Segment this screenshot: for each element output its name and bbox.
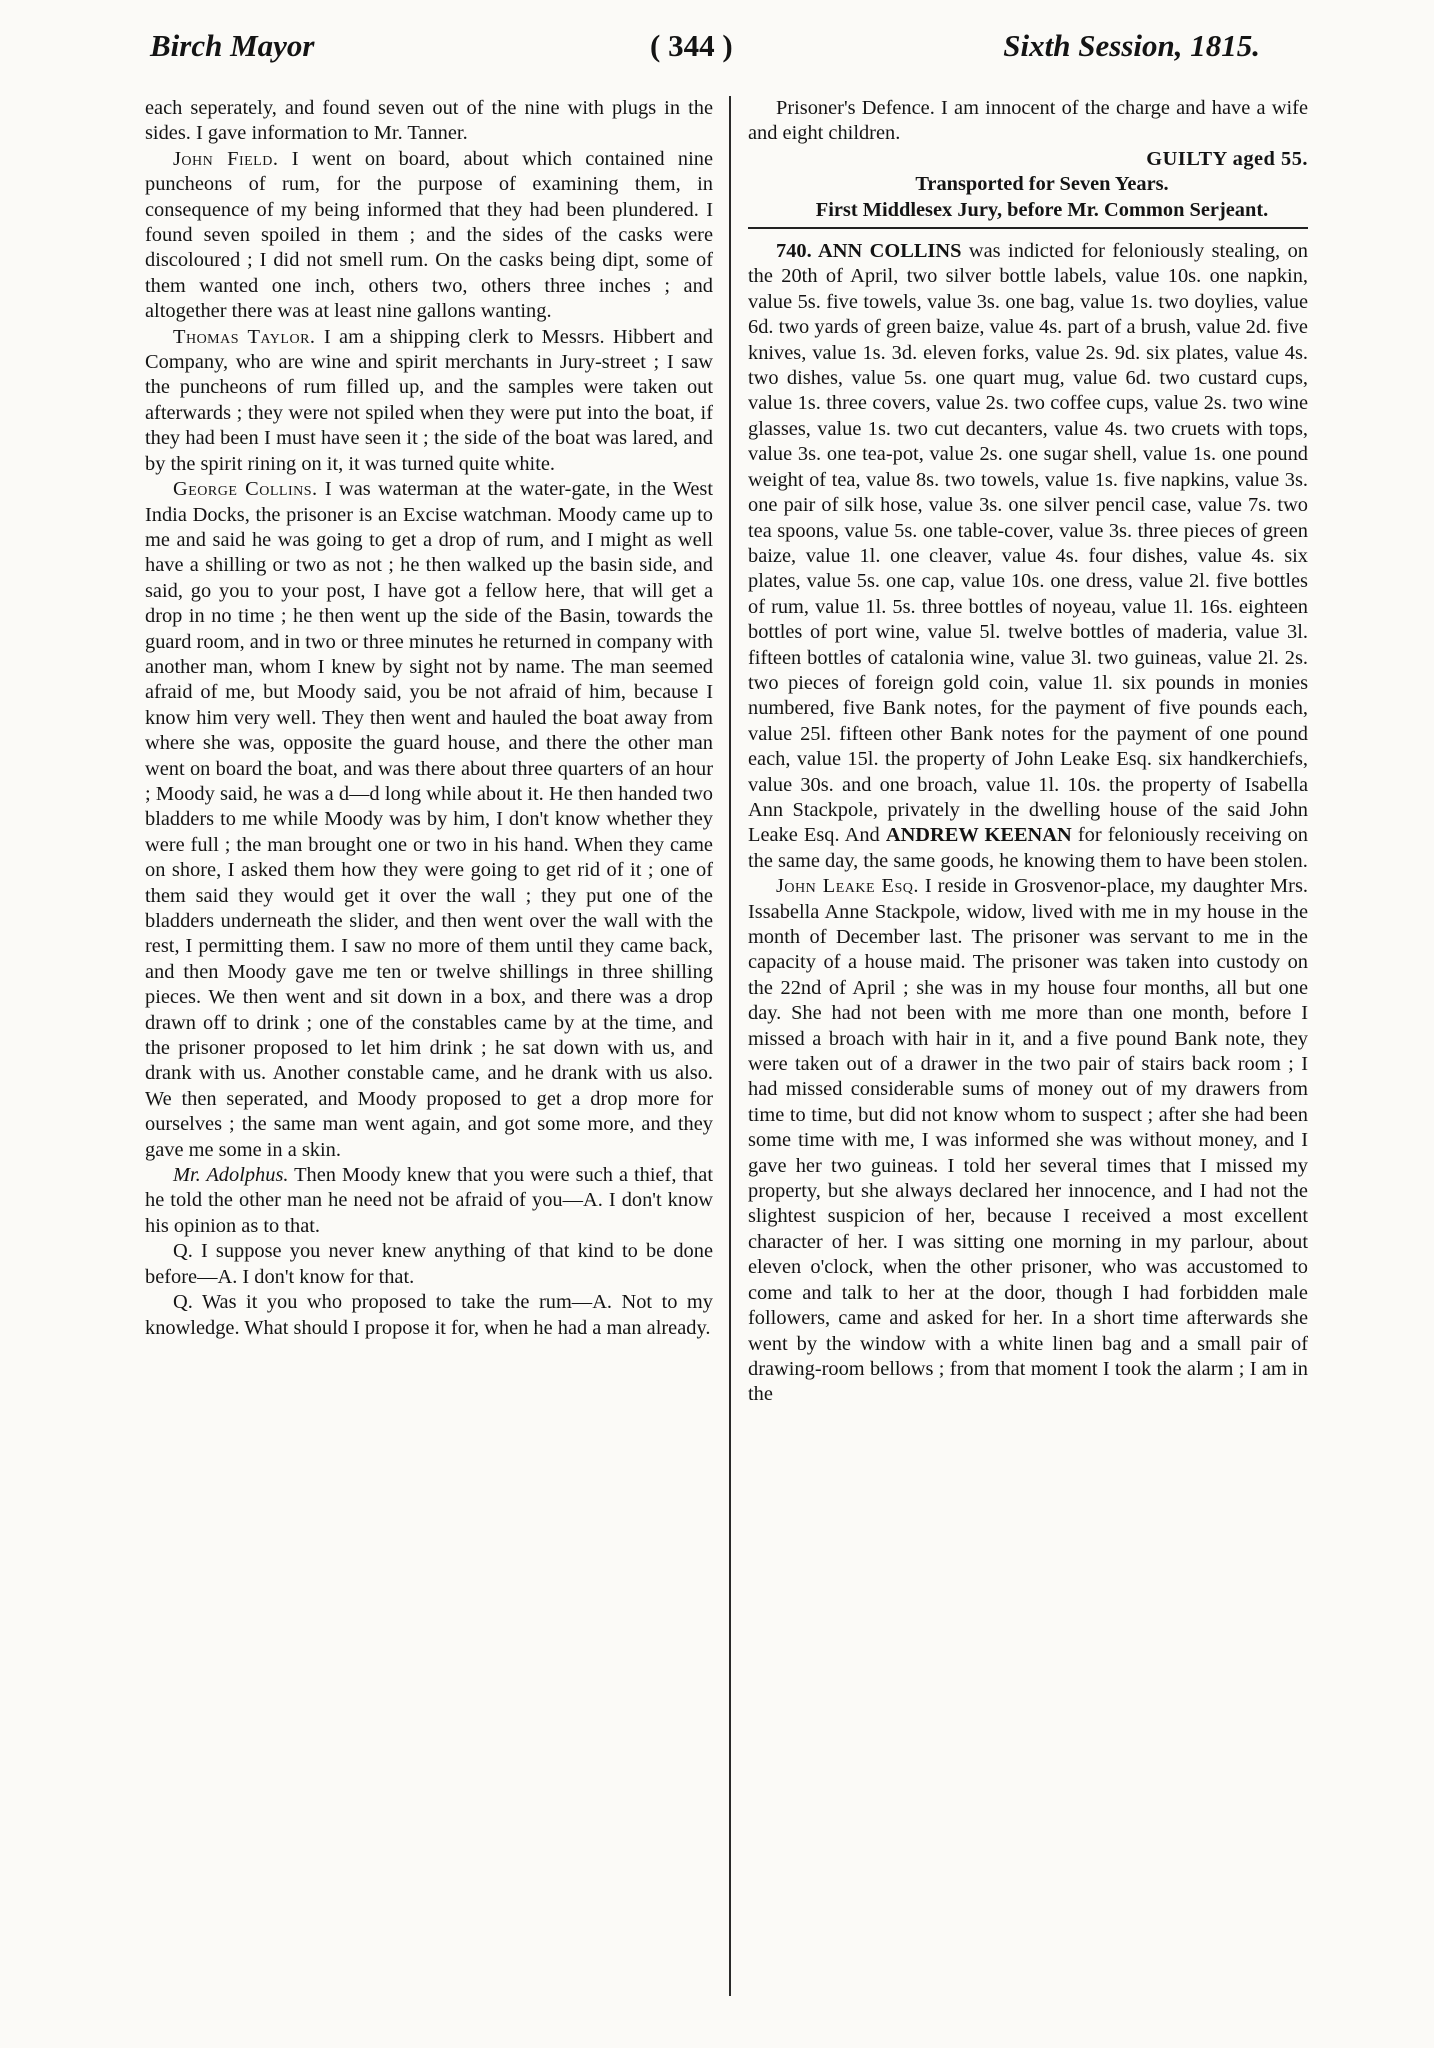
verdict: GUILTY aged 55. [1146, 147, 1308, 170]
page-header [150, 28, 1260, 84]
question-answer: Q. Was it you who proposed to take the rum—A. Not to my knowledge. What should I propose it for, when he had a man already. [145, 1291, 713, 1339]
page-number: ( 344 ) [650, 28, 733, 63]
section-rule [748, 227, 1308, 229]
testimony-collins [145, 477, 713, 1163]
testimony-text: I am a shipping clerk to Messrs. Hibbert and Company, who are wine and spirit merchants in Jury-street ; I saw the puncheons of rum filled up, and the samples were taken out afterwards ; they were not spiled when they were put into the boat, if they had been I must have seen it ; the side of the boat was lared, and by the spirit rining on it, it was turned quite white. [145, 325, 713, 475]
indictment [748, 239, 1308, 874]
testimony-text: I was waterman at the water-gate, in the West India Docks, the prisoner is an Excise watchman. Moody came up to me and said he was going to get a drop of rum, and I might as well have a shilling or two as not ; he then walked up the basin side, and said, go you to your post, I have got a fellow here, that will get a drop in no time ; he then went up the side of the Basin, towards the guard room, and in two or three minutes he returned in company with another man, whom I knew by sight not by name. The man seemed afraid of me, but Moody said, you be not afraid of him, because I know him very well. They then went and hauled the boat away from where she was, opposite the guard house, and there the other man went on board the boat, and was there about three quarters of an hour ; Moody said, he was a d—d long while about it. He then handed two bladders to me while Moody was by him, I don't know whether they were full ; the man brought one or two in his hand. When they came on shore, I asked them how they were going to get rid of it ; one of them said they would get it over the wall ; they put one of the bladders underneath the slider, and then went over the wall with the rest, I permitting them. I saw no more of them until they came back, and then Moody gave me ten or twelve shillings in three shilling pieces. We then went and sit down in a box, and there was a drop drawn off to drink ; one of the constables came by at the time, and the prisoner proposed to let him drink ; he sat down with us, and drank with us. Another constable came, and he drank with us also. We then seperated, and Moody proposed to get a drop more for ourselves ; the same man went again, and got some more, and they gave me some in a skin. [145, 478, 713, 1161]
indictment-text: was indicted for feloniously stealing, on the 20th of April, two silver bottle labels, value 10s. one napkin, value 5s. five towels, value 3s. one bag, value 1s. two doylies, value 6d. two yards of green baize, value 4s. part of a brush, value 2d. five knives, value 1s. 3d. eleven forks, value 2s. 9d. six plates, value 4s. two dishes, value 5s. one quart mug, value 6d. two custard cups, value 1s. three covers, value 2s. two coffee cups, value 2s. two wine glasses, value 1s. two cut decanters, value 4s. two cruets with tops, value 3s. one tea-pot, value 2s. one sugar shell, value 1s. one pound weight of tea, value 8s. two towels, value 1s. five napkins, value 3s. one pair of silk hose, value 3s. one silver pencil case, value 7s. two tea spoons, value 5s. one table-cover, value 3s. three pieces of green baize, value 1l. one cleaver, value 4s. four dishes, value 4s. six plates, value 5s. one cap, value 10s. one dress, value 2l. five bottles of rum, value 1l. 5s. three bottles of noyeau, value 1l. 16s. eighteen bottles of port wine, value 5l. twelve bottles of maderia, value 3l. fifteen bottles of catalonia wine, value 3l. two guineas, value 2l. 2s. two pieces of foreign gold coin, value 1l. six pounds in monies numbered, five Bank notes, for the payment of five pounds each, value 25l. fifteen other Bank notes for the payment of one pound each, value 15l. the property of John Leake Esq. six handkerchiefs, value 30s. and one broach, value 1l. 10s. the property of Isabella Ann Stackpole, privately in the dwelling house of the said John Leake Esq. And [748, 240, 1308, 847]
right-column [748, 96, 1308, 2016]
question-answer: Q. I suppose you never knew anything of that kind to be done before—A. I don't know for that. [145, 1240, 713, 1288]
sentence: Transported for Seven Years. [915, 173, 1169, 196]
testimony-leake [748, 874, 1308, 1408]
left-column [145, 96, 713, 2016]
paragraph-continuation: each seperately, and found seven out of the nine with plugs in the sides. I gave information to Mr. Tanner. [145, 97, 713, 145]
testimony-text: I went on board, about which contained nine puncheons of rum, for the purpose of examining them, in consequence of my being informed that they had been plundered. I found seven spoiled in them ; and the sides of the casks were discoloured ; I did not smell rum. On the casks being dipt, some of them wanted one inch, others two, others three inches ; and altogether there was at least nine gallons wanting. [145, 147, 713, 323]
testimony-taylor [145, 325, 713, 477]
defendant-name: ANN COLLINS [811, 240, 962, 263]
testimony-field [145, 147, 713, 325]
jury-line: First Middlesex Jury, before Mr. Common Serjeant. [815, 198, 1269, 221]
indictment-text-continued: for feloniously receiving on the same day, the same goods, he knowing them to have been stolen. [748, 824, 1308, 872]
defence-label: Prisoner's Defence. [776, 97, 935, 119]
testimony-text: I reside in Grosvenor-place, my daughter Mrs. Issabella Anne Stackpole, widow, lived with me in my house in the month of December last. The prisoner was servant to me in the capacity of a house maid. The prisoner was taken into custody on the 22nd of April ; she was in my house four months, all but one day. She had not been with me more than one month, before I missed a broach with hair in it, and a five pound Bank note, they were taken out of a drawer in the two pair of stairs back room ; I had missed considerable sums of money out of my drawers from time to time, but did not know whom to suspect ; after she had been some time with me, I was informed she was without money, and I gave her two guineas. I told her several times that I missed my property, but she always declared her innocence, and I had not the slightest suspicion of her, because I received a most excellent character of her. I was sitting one morning in my parlour, about eleven o'clock, when the other prisoner, who was accustomed to come and talk to her at the door, though I had forbidden male followers, came and asked for her. In a short time afterwards she went by the window with a white linen bag and a small pair of drawing-room bellows ; from that moment I took the alarm ; I am in the [748, 875, 1308, 1406]
testimony-adolphus [145, 1163, 713, 1239]
speaker-name: John Leake Esq. [776, 875, 919, 898]
case-number: 740. [776, 240, 812, 263]
prisoner-defence [748, 96, 1308, 147]
speaker-name: George Collins. [173, 478, 318, 501]
testimony-text: Then Moody knew that you were such a thief, that he told the other man he need not be afraid of you—A. I don't know his opinion as to that. [145, 1164, 713, 1237]
speaker-name: John Field. [173, 147, 279, 170]
header-right: Sixth Session, 1815. [1003, 28, 1260, 63]
speaker-name: Mr. Adolphus. [173, 1164, 289, 1187]
speaker-name: Thomas Taylor. [173, 325, 316, 348]
header-left: Birch Mayor [150, 28, 315, 63]
defence-text: I am innocent of the charge and have a wife and eight children. [748, 97, 1308, 145]
column-divider [729, 96, 731, 1996]
co-defendant-name: ANDREW KEENAN [885, 824, 1072, 847]
